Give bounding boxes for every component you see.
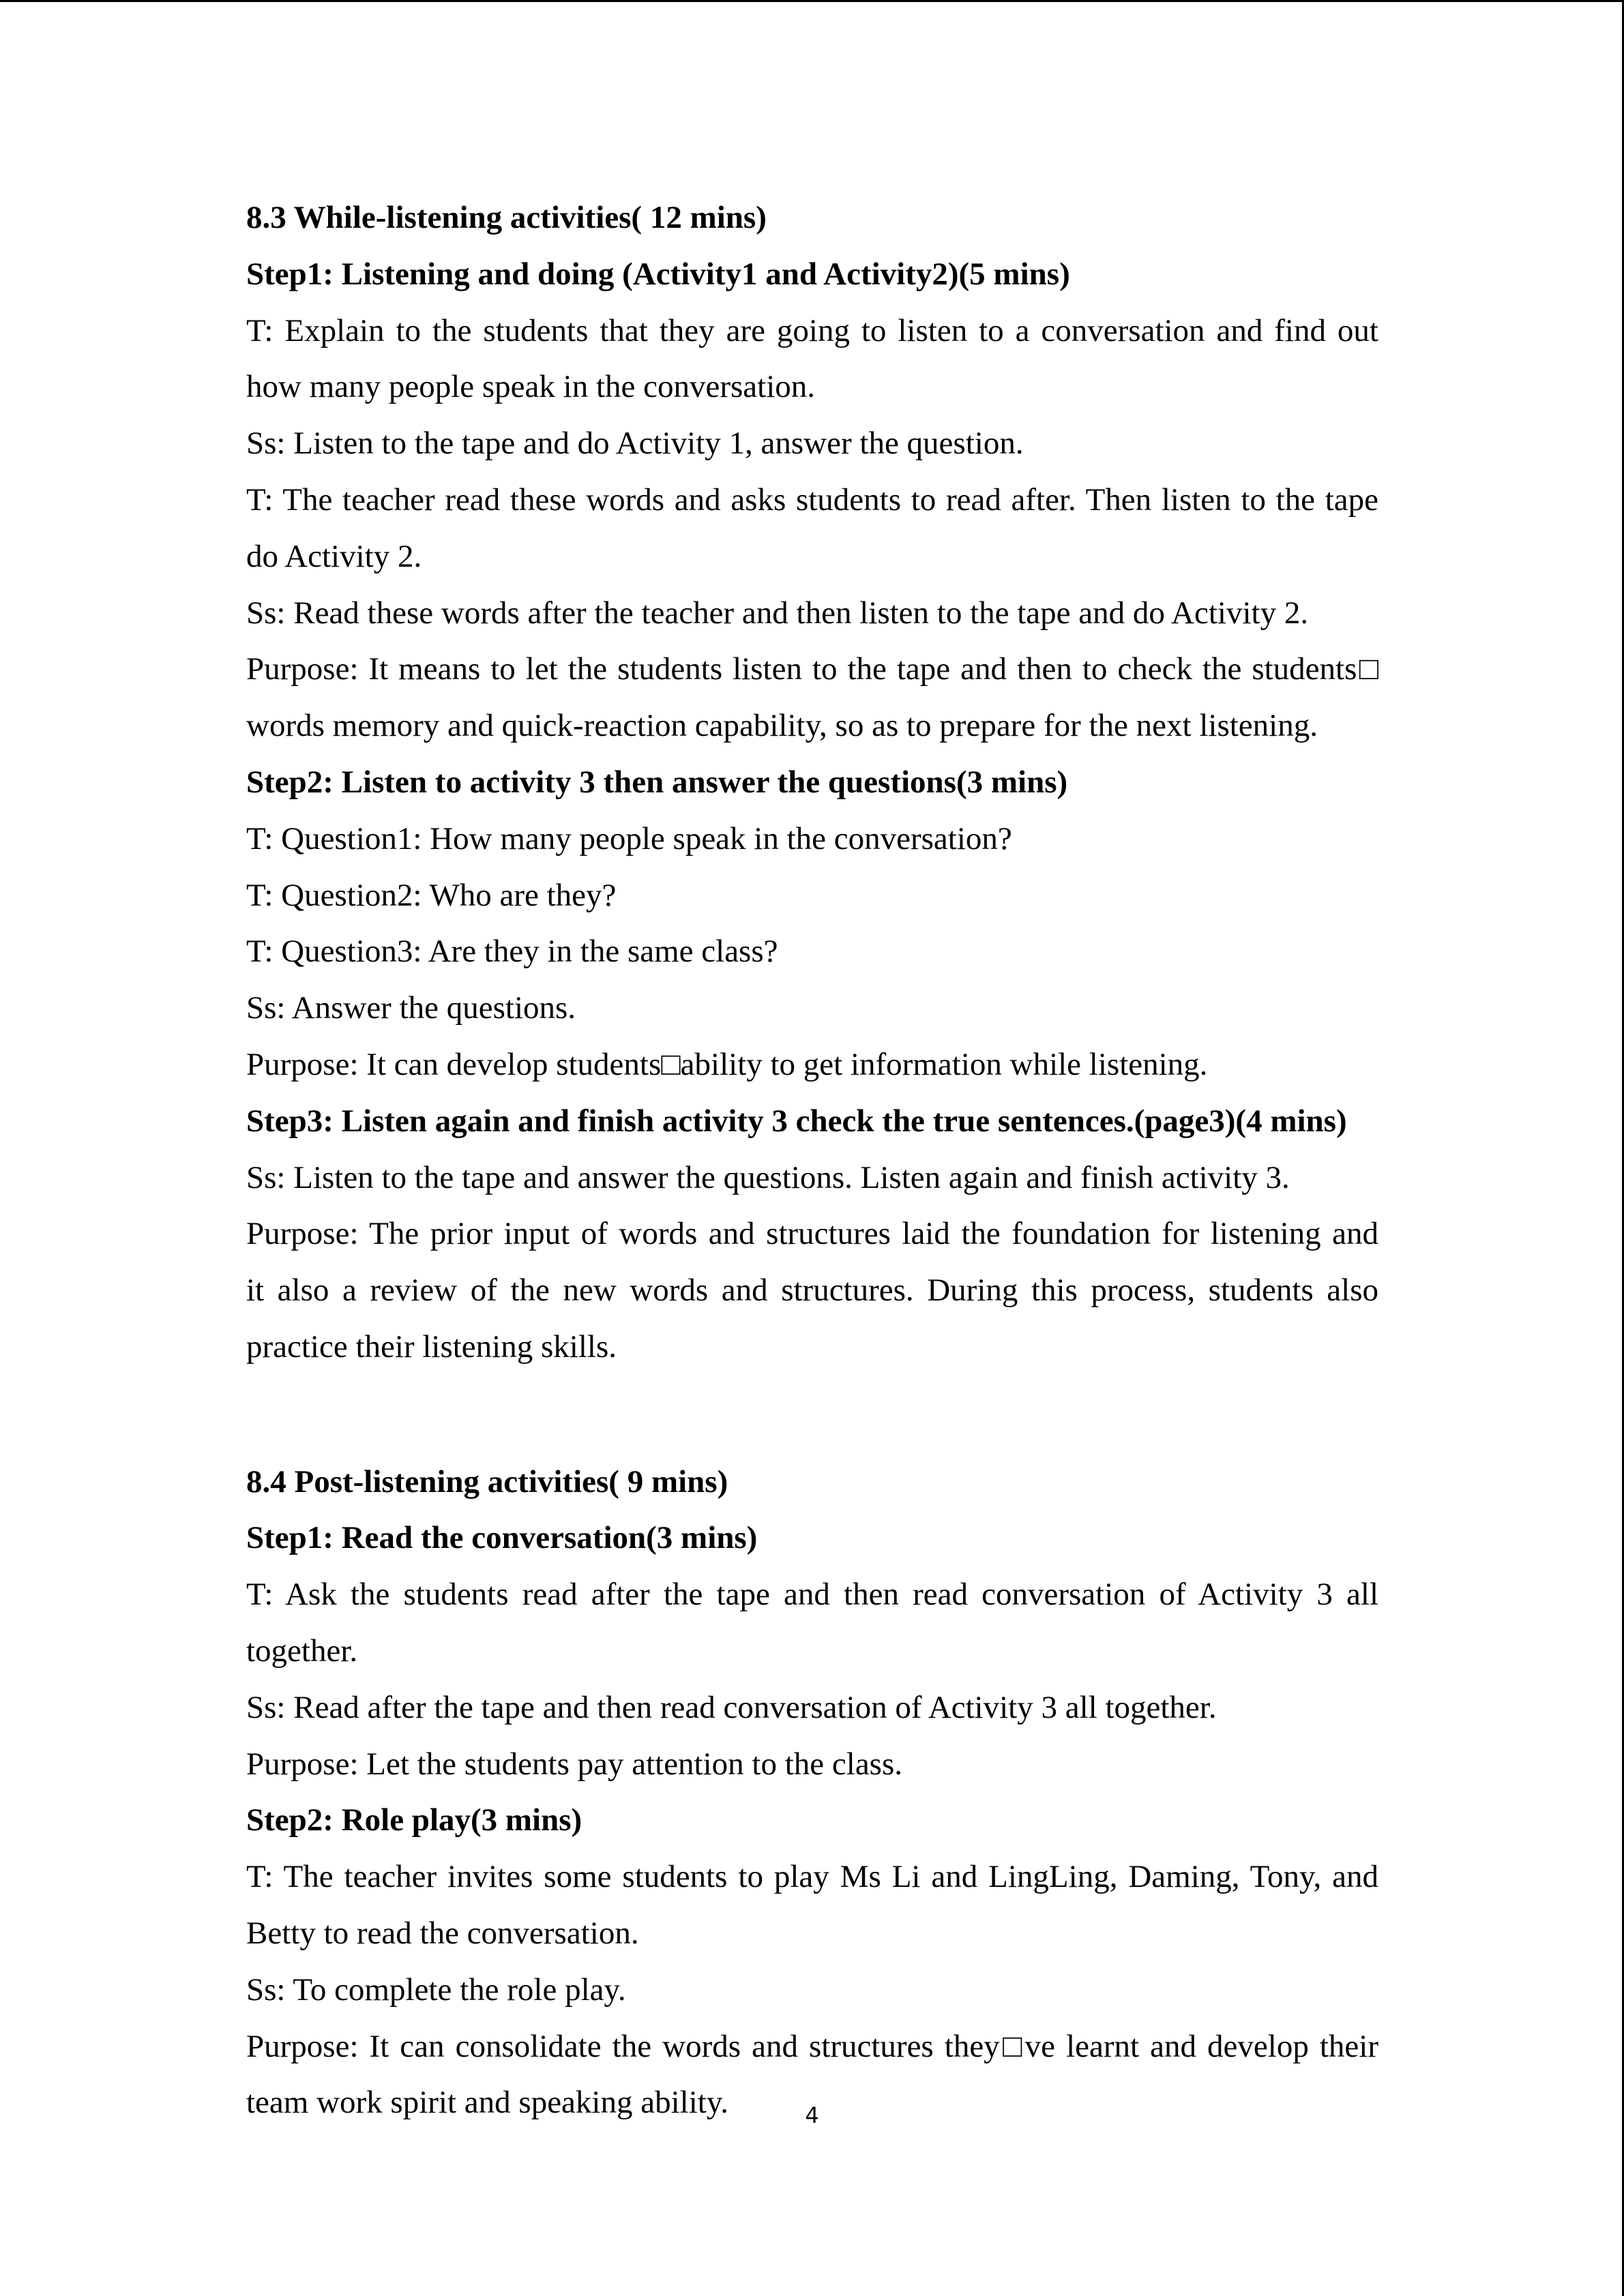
body-text-line: T: Question2: Who are they? xyxy=(246,877,617,913)
body-text-line: Purpose: It means to let the students listen to the tape and then to check the students□ xyxy=(246,651,1378,687)
body-text-line: Purpose: The prior input of words and structures laid the foundation for listening and xyxy=(246,1216,1378,1252)
body-text-line: T: Question1: How many people speak in the conversation? xyxy=(246,820,1012,856)
section-heading: Step2: Listen to activity 3 then answer the questions(3 mins) xyxy=(246,764,1068,800)
body-text-line: together. xyxy=(246,1632,358,1669)
body-text-line: words memory and quick-reaction capability, so as to prepare for the next listening. xyxy=(246,708,1318,744)
body-text-line: team work spirit and speaking ability. xyxy=(246,2085,729,2121)
body-text-line: T: Explain to the students that they are going to listen to a conversation and find out xyxy=(246,312,1378,348)
page-number: 4 xyxy=(805,2102,819,2128)
body-text-line: T: Question3: Are they in the same class? xyxy=(246,934,778,970)
section-heading: Step3: Listen again and finish activity 3 check the true sentences.(page3)(4 mins) xyxy=(246,1103,1347,1139)
body-text-line: Ss: Answer the questions. xyxy=(246,990,576,1026)
body-text-line: how many people speak in the conversation. xyxy=(246,369,816,405)
body-text-line: it also a review of the new words and structures. During this process, students also xyxy=(246,1272,1378,1309)
body-text-line: T: The teacher invites some students to play Ms Li and LingLing, Daming, Tony, and xyxy=(246,1859,1378,1895)
body-text-line: T: The teacher read these words and asks students to read after. Then listen to the tape xyxy=(246,481,1378,518)
body-text-line: do Activity 2. xyxy=(246,538,422,574)
document-body xyxy=(246,190,1378,2131)
body-text-line: Ss: Read after the tape and then read conversation of Activity 3 all together. xyxy=(246,1689,1217,1725)
body-text-line: Ss: To complete the role play. xyxy=(246,1971,626,2008)
section-heading: Step2: Role play(3 mins) xyxy=(246,1802,582,1838)
blank-line xyxy=(246,1386,1378,1443)
body-text-line: Ss: Read these words after the teacher and then listen to the tape and do Activity 2. xyxy=(246,595,1309,631)
body-text-line: Ss: Listen to the tape and do Activity 1, answer the question. xyxy=(246,426,1024,462)
body-text-line: Purpose: It can consolidate the words and structures they□ve learnt and develop their xyxy=(246,2028,1378,2064)
section-heading: Step1: Listening and doing (Activity1 and Activity2)(5 mins) xyxy=(246,256,1070,292)
page-top-border xyxy=(0,0,1624,2)
body-text-line: Purpose: It can develop students□ability to get information while listening. xyxy=(246,1046,1208,1082)
section-heading: Step1: Read the conversation(3 mins) xyxy=(246,1520,758,1556)
body-text-line: Betty to read the conversation. xyxy=(246,1915,639,1951)
section-heading: 8.3 While-listening activities( 12 mins) xyxy=(246,200,767,235)
body-text-line: practice their listening skills. xyxy=(246,1328,617,1365)
body-text-line: T: Ask the students read after the tape and then read conversation of Activity 3 all xyxy=(246,1577,1378,1613)
body-text-line: Ss: Listen to the tape and answer the questions. Listen again and finish activity 3. xyxy=(246,1159,1290,1195)
section-heading: 8.4 Post-listening activities( 9 mins) xyxy=(246,1463,728,1500)
body-text-line: Purpose: Let the students pay attention to the class. xyxy=(246,1746,903,1782)
